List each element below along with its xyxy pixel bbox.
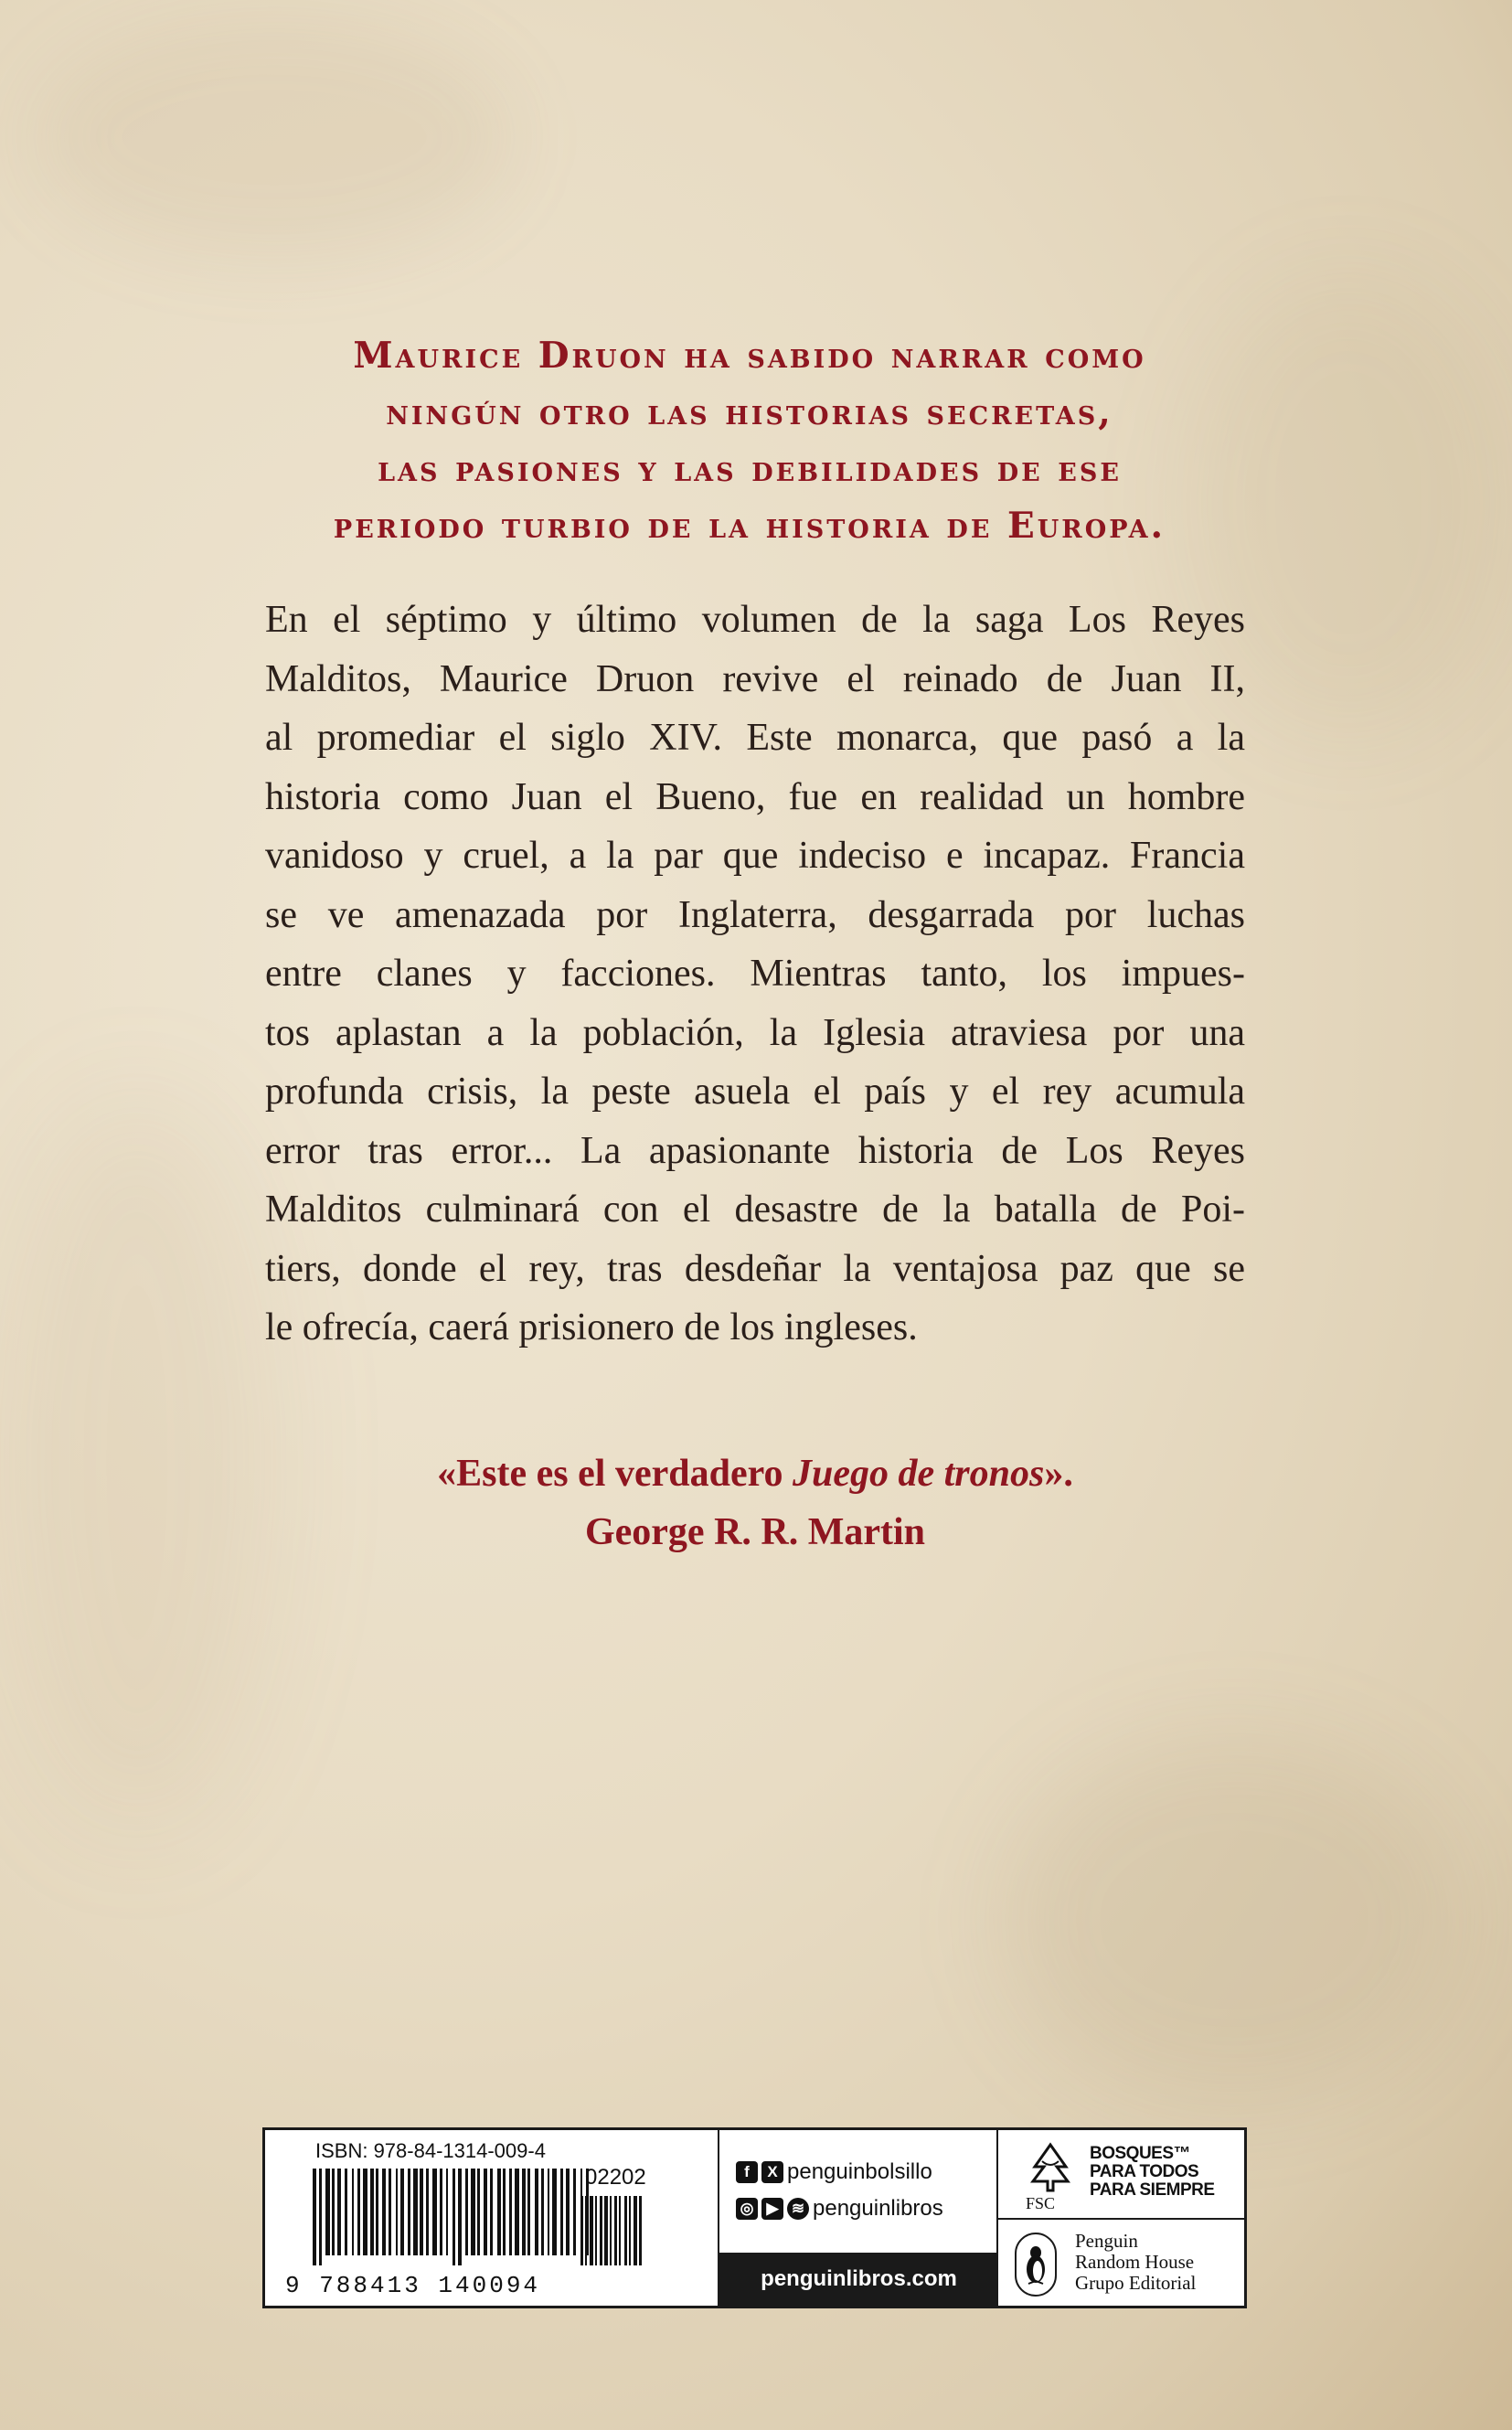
spotify-icon[interactable]: ≋ xyxy=(787,2198,809,2220)
social-row xyxy=(736,2159,932,2185)
social-handle[interactable]: penguinlibros xyxy=(813,2196,943,2221)
youtube-icon[interactable]: ▶ xyxy=(761,2198,783,2220)
publisher-line: Penguin xyxy=(1075,2230,1138,2252)
synopsis-line: vanidoso y cruel, a la par que indeciso e incapaz. Francia xyxy=(265,835,1245,877)
quote-title: Juego de tronos xyxy=(792,1453,1045,1495)
fsc-block xyxy=(998,2130,1246,2220)
blurb-line: Maurice Druon ha sabido narrar como xyxy=(353,335,1146,377)
instagram-icon[interactable]: ◎ xyxy=(736,2198,758,2220)
fsc-slogan-line: BOSQUES™ xyxy=(1090,2144,1191,2163)
fsc-slogan-line: PARA SIEMPRE xyxy=(1090,2180,1215,2200)
quote-author: George R. R. Martin xyxy=(584,1511,926,1553)
blurb-line: las pasiones y las debilidades de ese xyxy=(378,448,1122,490)
social-handle[interactable]: penguinbolsillo xyxy=(787,2159,932,2184)
publisher-line: Random House xyxy=(1075,2251,1195,2273)
certification-panel xyxy=(996,2130,1246,2306)
synopsis-line: tiers, donde el rey, tras desdeñar la ventajosa paz que se xyxy=(265,1247,1245,1290)
blurb-line: periodo turbio de la historia de Europa. xyxy=(333,505,1166,547)
barcode-bar xyxy=(639,2196,642,2265)
paper-stain xyxy=(37,18,512,256)
fsc-label: FSC xyxy=(1026,2194,1056,2212)
synopsis-line: historia como Juan el Bueno, fue en realidad un hombre xyxy=(265,775,1245,818)
quote-text xyxy=(265,1444,1245,1503)
synopsis-line: En el séptimo y último volumen de la saga Los Reyes xyxy=(265,599,1245,641)
synopsis-line: Malditos culminará con el desastre de la batalla de Poi- xyxy=(265,1188,1245,1231)
x-icon[interactable]: X xyxy=(761,2161,783,2183)
penguin-logo-icon xyxy=(1015,2233,1057,2297)
barcode-panel xyxy=(265,2130,718,2306)
penguin-icon xyxy=(1024,2243,1048,2286)
social-panel xyxy=(718,2130,998,2306)
quote-prefix: «Este es el verdadero xyxy=(437,1453,793,1495)
publisher-line: Grupo Editorial xyxy=(1075,2272,1197,2294)
synopsis-line: al promediar el siglo XIV. Este monarca, que pasó a la xyxy=(265,717,1245,759)
synopsis xyxy=(265,591,1245,1358)
synopsis-line: le ofrecía, caerá prisionero de los ingleses. xyxy=(265,1306,918,1348)
fsc-slogan xyxy=(1090,2145,1215,2200)
barcode-digits: 9 788413 140094 xyxy=(285,2272,541,2299)
synopsis-line: Malditos, Maurice Druon revive el reinado de Juan II, xyxy=(265,657,1245,700)
synopsis-line: se ve amenazada por Inglaterra, desgarrada por luchas xyxy=(265,893,1245,936)
synopsis-line: error tras error... La apasionante historia de Los Reyes xyxy=(265,1129,1245,1172)
fsc-slogan-line: PARA TODOS xyxy=(1090,2162,1199,2181)
blurb-headline xyxy=(210,327,1289,554)
publisher-info-box xyxy=(262,2127,1247,2308)
facebook-icon[interactable]: f xyxy=(736,2161,758,2183)
addon-barcode xyxy=(580,2196,681,2265)
website-link[interactable]: penguinlibros.com xyxy=(719,2253,998,2306)
synopsis-line: profunda crisis, la peste asuela el país y el rey acumula xyxy=(265,1071,1245,1113)
blurb-line: ningún otro las historias secretas, xyxy=(386,391,1113,433)
publisher-name xyxy=(1075,2231,1196,2294)
synopsis-line: entre clanes y facciones. Mientras tanto, los impues- xyxy=(265,953,1245,995)
paper-stain xyxy=(1006,1737,1463,2103)
endorsement-quote xyxy=(265,1444,1245,1561)
fsc-tree-icon xyxy=(1026,2141,1075,2192)
paper-stain xyxy=(0,1097,274,1828)
social-row xyxy=(736,2196,943,2222)
synopsis-line: tos aplastan a la población, la Iglesia atraviesa por una xyxy=(265,1011,1245,1054)
quote-suffix: ». xyxy=(1044,1453,1073,1495)
isbn-label: ISBN: 978-84-1314-009-4 xyxy=(315,2139,546,2162)
barcode-addon-digits: 02202 xyxy=(585,2165,646,2190)
